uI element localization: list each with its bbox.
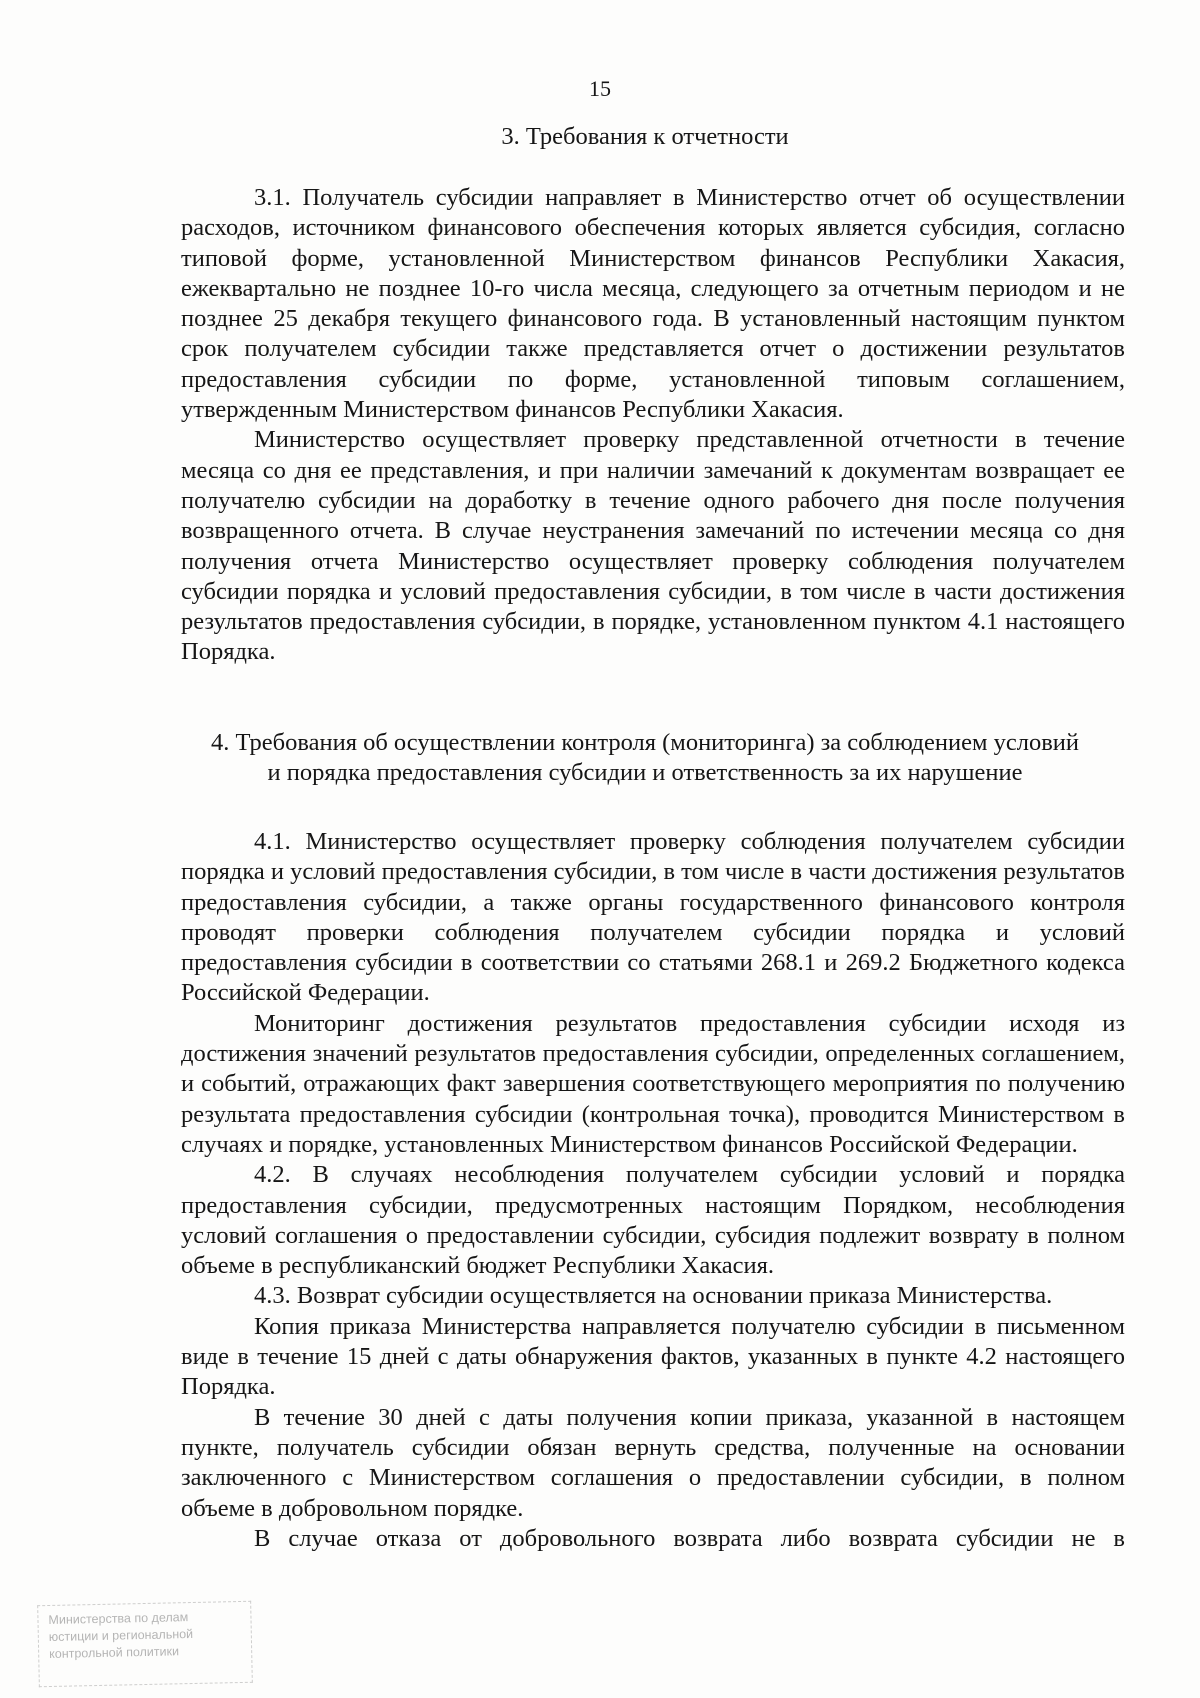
paragraph-4-1: 4.1. Министерство осуществляет проверку соблюдения получателем субсидии порядка и условий предоставления субсидии, в том числе в части достижения результатов предоставления субсидии, а также органы государственного финансового контроля проводят проверки соблюдения получателем субсидии порядка и условий предоставления субсидии в соответствии со статьями 268.1 и 269.2 Бюджетного кодекса Российской Федерации. bbox=[181, 828, 1125, 1007]
paragraph-3-1: 3.1. Получатель субсидии направляет в Министерство отчет об осуществлении расходов, источником финансового обеспечения которых является субсидия, согласно типовой форме, установленной Министерством финансов Республики Хакасия, ежеквартально не позднее 10-го числа месяца, следующего за отчетным периодом и не позднее 25 декабря текущего финансового года. В установленный настоящим пунктом срок получателем субсидии также представляется отчет о достижении результатов предоставления субсидии по форме, установленной типовым соглашением, утвержденным Министерством финансов Республики Хакасия. bbox=[181, 184, 1125, 424]
section-3-body bbox=[181, 183, 1125, 668]
section-3-heading: 3. Требования к отчетности bbox=[501, 123, 789, 150]
page-number: 15 bbox=[589, 76, 611, 101]
paragraph-4-3: 4.3. Возврат субсидии осуществляется на основании приказа Министерства. bbox=[254, 1282, 1053, 1310]
stamp-line-2: юстиции и региональной bbox=[48, 1626, 194, 1645]
section-4-body bbox=[181, 827, 1125, 1554]
registration-stamp bbox=[37, 1601, 253, 1687]
paragraph-monitoring: Мониторинг достижения результатов предоставления субсидии исходя из достижения значений результатов предоставления субсидии, определенных соглашением, и событий, отражающих факт завершения соответствующего мероприятия по получению результата предоставления субсидии (контрольная точка), проводится Министерством в случаях и порядке, установленных Министерством финансов Российской Федерации. bbox=[181, 1009, 1125, 1158]
stamp-line-1: Министерства по делам bbox=[48, 1610, 189, 1628]
paragraph-3-1-review: Министерство осуществляет проверку представленной отчетности в течение месяца со дня ее представления, и при наличии замечаний к документам возвращает ее получателю субсидии на доработку в течение одного рабочего дня после получения возвращенного отчета. В случае неустранения замечаний по истечении месяца со дня получения отчета Министерство осуществляет проверку соблюдения получателем субсидии порядка и условий предоставления субсидии, в том числе в части достижения результатов предоставления субсидии, в порядке, установленном пунктом 4.1 настоящего Порядка. bbox=[181, 426, 1125, 666]
stamp-line-3: контрольной политики bbox=[49, 1644, 180, 1662]
section-4-heading-line-1: 4. Требования об осуществлении контроля (мониторинга) за соблюдением условий bbox=[210, 729, 1079, 756]
section-4-heading-line-2: и порядка предоставления субсидии и ответственность за их нарушение bbox=[267, 759, 1023, 786]
paragraph-refusal: В случае отказа от добровольного возврата либо возврата субсидии не в bbox=[254, 1524, 1125, 1552]
paragraph-4-2: 4.2. В случаях несоблюдения получателем субсидии условий и порядка предоставления субсидии, предусмотренных настоящим Порядком, несоблюдения условий соглашения о предоставлении субсидии, субсидия подлежит возврату в полном объеме в республиканский бюджет Республики Хакасия. bbox=[181, 1161, 1125, 1280]
paragraph-order-copy: Копия приказа Министерства направляется получателю субсидии в письменном виде в течение 15 дней с даты обнаружения фактов, указанных в пункте 4.2 настоящего Порядка. bbox=[181, 1312, 1125, 1401]
section-4-heading bbox=[160, 728, 1130, 788]
paragraph-return-deadline: В течение 30 дней с даты получения копии приказа, указанной в настоящем пункте, получатель субсидии обязан вернуть средства, полученные на основании заключенного с Министерством соглашения о предоставлении субсидии, в полном объеме в добровольном порядке. bbox=[181, 1403, 1125, 1522]
